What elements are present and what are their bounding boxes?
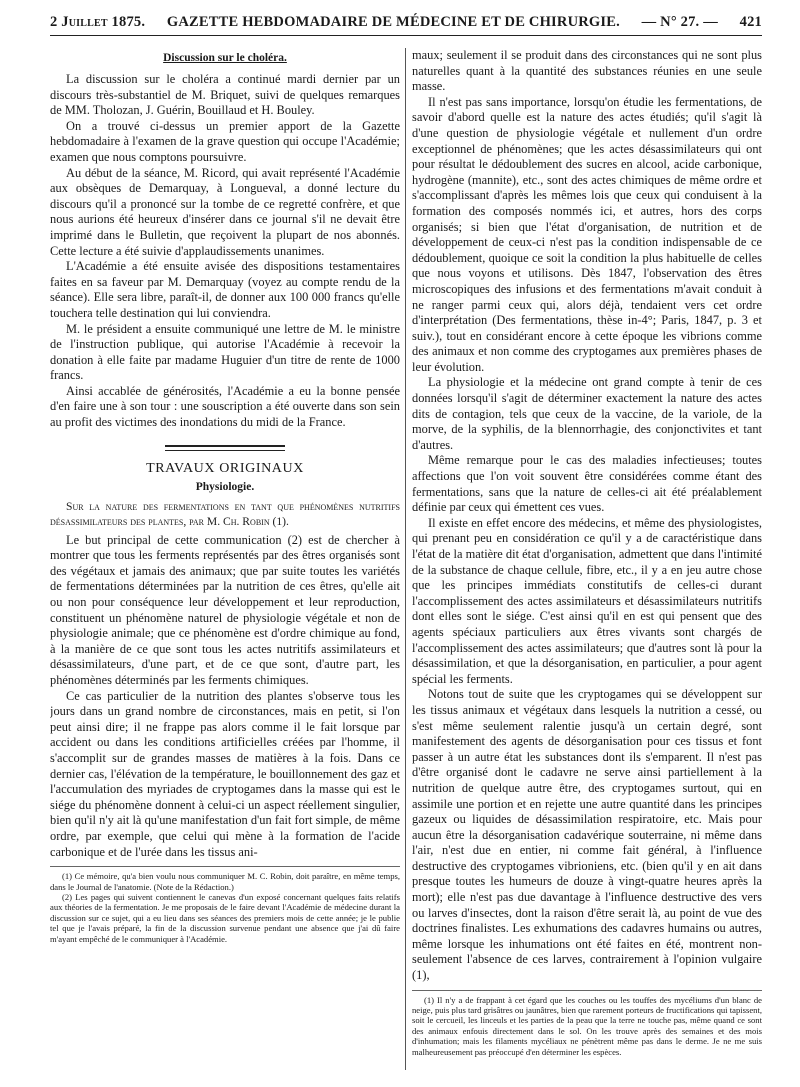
header-journal-title: GAZETTE HEBDOMADAIRE DE MÉDECINE ET DE CHIRURGIE. [166, 14, 620, 30]
article-paragraph: Le but principal de cette communication (2) est de chercher à montrer que tous les ferments représentés par des êtres organisés sont des végétaux et jamais des animaux; que par suite toutes les variétés de fermentations déterminées par la nutrition de ces êtres, qu'elle ait ou non pour conséquence leur développement et leur reproduction, constituent un phénomène naturel de physiologie végétale et non de physiologie animale; que ce phénomène est d'ordre chimique au fond, à la manière de ce que sont tous les actes nutritifs assimilateurs et désassimilateurs, d'une part, et de ce que sont, d'autre part, les phénomènes déterminés par les ferments chimiques. [50, 532, 400, 687]
left-column [50, 48, 400, 1070]
footnote: (1) Il n'y a de frappant à cet égard que les couches ou les touffes des mycéliums d'un blanc de neige, puis plus tard grisâtres ou jaunâtres, bien que rarement porteurs de fructifications qui tapissent, soit le cercueil, les linceuls et les parties de la peau que la terre ne touche pas, même quand ce sont des animaux enfouis directement dans le sol. On les trouve après des semaines et des mois d'inhumation; mais les filaments mycéliaux ne pénètrent même pas dans le derme. Je ne me suis malheureusement pas préoccupé d'en déterminer les espèces. [412, 994, 762, 1057]
right-column [412, 48, 762, 1070]
right-footnotes [412, 990, 762, 1057]
columns [50, 48, 762, 1070]
paragraph: La discussion sur le choléra a continué mardi dernier par un discours très-substantiel de M. Briquet, suivi de quelques remarques de MM. Tholozan, J. Guérin, Bouillaud et H. Bouley. [50, 72, 400, 118]
header-date: 2 Juillet 1875. [50, 14, 146, 30]
paragraph: On a trouvé ci-dessus un premier apport de la Gazette hebdomadaire à l'examen de la grave question qui occupe l'Académie; examen que nous comptons poursuivre. [50, 118, 400, 164]
paragraph: Il n'est pas sans importance, lorsqu'on étudie les fermentations, de savoir d'abord quelle est la nature des actes étudiés; qu'il s'agit là d'une question de physiologie végétale et nullement d'un ordre exceptionnel de phénomènes; que les actes désassimilateurs qui ont pour résultat le dédoublement des sucres en alcool, acide carbonique, hydrogène (mannite), etc., sont des actes chimiques de même ordre et s'accomplissant d'après les mêmes lois que ceux qui conduisent à la formation des composés nommés ici, et autres, hors des corps organisés; si bien que l'état d'organisation, de nutrition et de développement de ceux-ci n'est pas la condition indispensable de ce dédoublement, quoique ce soit la condition la plus habituelle de celles que nous voyons et utilisons. Dès 1847, l'observation des êtres microscopiques des infusions et des fermentations m'avait conduit à ne ranger parmi ceux qui, alors déjà, tendaient vers cet ordre d'interprétation (Des fermentations, thèse in-4°; Paris, 1847, p. 3 et suiv.), tout en considérant encore à cette époque les vibrions comme des animaux et non comme des cryptogames aux premières phases de leur évolution. [412, 94, 762, 374]
paragraph: maux; seulement il se produit dans des circonstances qui ne sont plus naturelles quant à la quantité des substances réunies en une seule masse. [412, 48, 762, 94]
article-title: Sur la nature des fermentations en tant que phénomènes nutritifs désassimilateurs des plantes, par M. Ch. Robin (1). [50, 499, 400, 528]
paragraph: M. le président a ensuite communiqué une lettre de M. le ministre de l'instruction publique, qui autorise l'Académie à recevoir la donation à elle faite par madame Huguier d'un titre de rente de 1000 francs. [50, 321, 400, 383]
section-divider [165, 445, 285, 451]
paragraph: Même remarque pour le cas des maladies infectieuses; toutes affections que l'on voit souvent être considérées comme étant des fermentations, sans que la nature de celles-ci ait été préalablement définie par ceux qui émettent ces vues. [412, 453, 762, 515]
paragraph: Au début de la séance, M. Ricord, qui avait représenté l'Académie aux obsèques de Demarquay, à Longueval, a donné lecture du discours qu'il a prononcé sur la tombe de ce regretté confrère, et que nous aurions été heureux d'insérer dans ce journal s'il ne devait être imprimé dans le Bulletin, que reçoivent la plupart de nos abonnés. Cette lecture a été suivie d'applaudissements unanimes. [50, 165, 400, 258]
running-header [50, 14, 762, 36]
paragraph: L'Académie a été ensuite avisée des dispositions testamentaires faites en sa faveur par M. Demarquay (voyez au compte rendu de la séance). Elle sera libre, paraît-il, de donner aux 100 000 francs qu'elle touchera telle destination qui lui conviendra. [50, 259, 400, 320]
travaux-subheading: Physiologie. [195, 480, 255, 493]
header-issue-number: — N° 27. — [641, 14, 718, 30]
travaux-heading: TRAVAUX ORIGINAUX [146, 460, 304, 476]
section-title: Discussion sur le choléra. [163, 52, 287, 64]
journal-page [50, 14, 762, 1074]
header-page-number: 421 [739, 14, 762, 30]
article-paragraph: Ce cas particulier de la nutrition des plantes s'observe tous les jours dans un grand nombre de circonstances, mais en petit, si l'on peut ainsi dire; il ne frappe pas alors comme il le fait lorsque par accident ou dans les conditions artificielles créées par l'homme, il s'accomplit sur de grandes masses de matières à la fois. Dans ce dernier cas, l'élévation de la température, le bouillonnement des gaz et l'accumulation des myriades de cryptogames dans la masse qui est le siége du phénomène donnent à celui-ci un aspect réellement singulier, bien qu'il n'y ait là qu'une manifestation d'un fait fort simple, de même ordre, par exemple, que celui qui mène à la formation de l'acide carbonique et de l'urée dans les tissus ani- [50, 688, 400, 859]
paragraph: Ainsi accablée de générosités, l'Académie a eu la bonne pensée d'en faire une à son tour : une souscription a été ouverte dans son sein au profit des victimes des inondations du midi de la France. [50, 383, 400, 430]
paragraph: Il existe en effet encore des médecins, et même des physiologistes, qui prenant peu en considération ce qu'il y a de caractéristique dans l'état de la matière dit état d'organisation, admettent que dans l'intimité de la substance de chaque cellule, fibre, etc., il y a en jeu autre chose que les principes immédiats constitutifs de celles-ci durant l'accomplissement des actes assimilateurs et désassimilateurs nutritifs dont elles sont le siége. C'est ainsi qu'il en est qui pensent que des agents spéciaux particuliers aux êtres vivants sont chargés de l'accomplissement des actes assimilateurs; que d'autres sont là pour la désassimilation, et que la désorganisation, en particulier, a pour agent spécial les ferments. [412, 515, 762, 686]
footnote: (2) Les pages qui suivent contiennent le canevas d'un exposé concernant quelques faits relatifs aux théories de la fermentation. Je me proposais de le faire devant l'Académie de médecine durant la discussion sur ce sujet, qui a eu lieu dans ses séances des premiers mois de cette année; je le publie tel que je l'avais préparé, la fin de la discussion survenue pendant une absence que j'ai dû faire m'ayant empêché de le communiquer à l'Académie. [50, 891, 400, 944]
paragraph: La physiologie et la médecine ont grand compte à tenir de ces données lorsqu'il s'agit de déterminer exactement la nature des actes dits de contagion, tels que ceux de la vaccine, de la variole, de la morve, de la syphilis, de la blennorrhagie, des conjonctivites et tant d'autres. [412, 375, 762, 452]
left-footnotes [50, 866, 400, 944]
footnote: (1) Ce mémoire, qu'a bien voulu nous communiquer M. C. Robin, doit paraître, en même temps, dans le Journal de l'anatomie. (Note de la Rédaction.) [50, 871, 400, 892]
paragraph: Notons tout de suite que les cryptogames qui se développent sur les tissus animaux et végétaux dans lesquels la nutrition a cessé, ou s'est même seulement ralentie jusqu'à un certain degré, sont manifestement des agents de désorganisation pour ces tissus et font passer à un autre état les substances dont ils s'emparent. Il n'est pas d'être organisé dont le cadavre ne serve ainsi partiellement à la nutrition de quelque autre être, des cryptogames surtout, qui en assimile une portion et en rejette une autre quantité dans les principes gazeux ou liquides de désassimilation respiratoire, etc. Mais pour aucun être la désorganisation cadavérique souterraine, ni même dans l'air, n'est due en entier, ni comme fait général, à l'influence destructive des cryptogames vibrioniens, etc. (bien qu'il y en ait dans presque toutes les humeurs de douze à vingt-quatre heures après la mort); elle n'est pas due davantage à l'influence destructive des vers ou larves d'insectes, dont la raison d'être serait là, au point de vue des doctrines finalistes. Les exhumations des cadavres humains ou autres, même lorsque les inhumations ont été faites en été, montrent non-seulement l'absence de ces larves, contrairement à l'opinion vulgaire (1), [412, 687, 762, 983]
